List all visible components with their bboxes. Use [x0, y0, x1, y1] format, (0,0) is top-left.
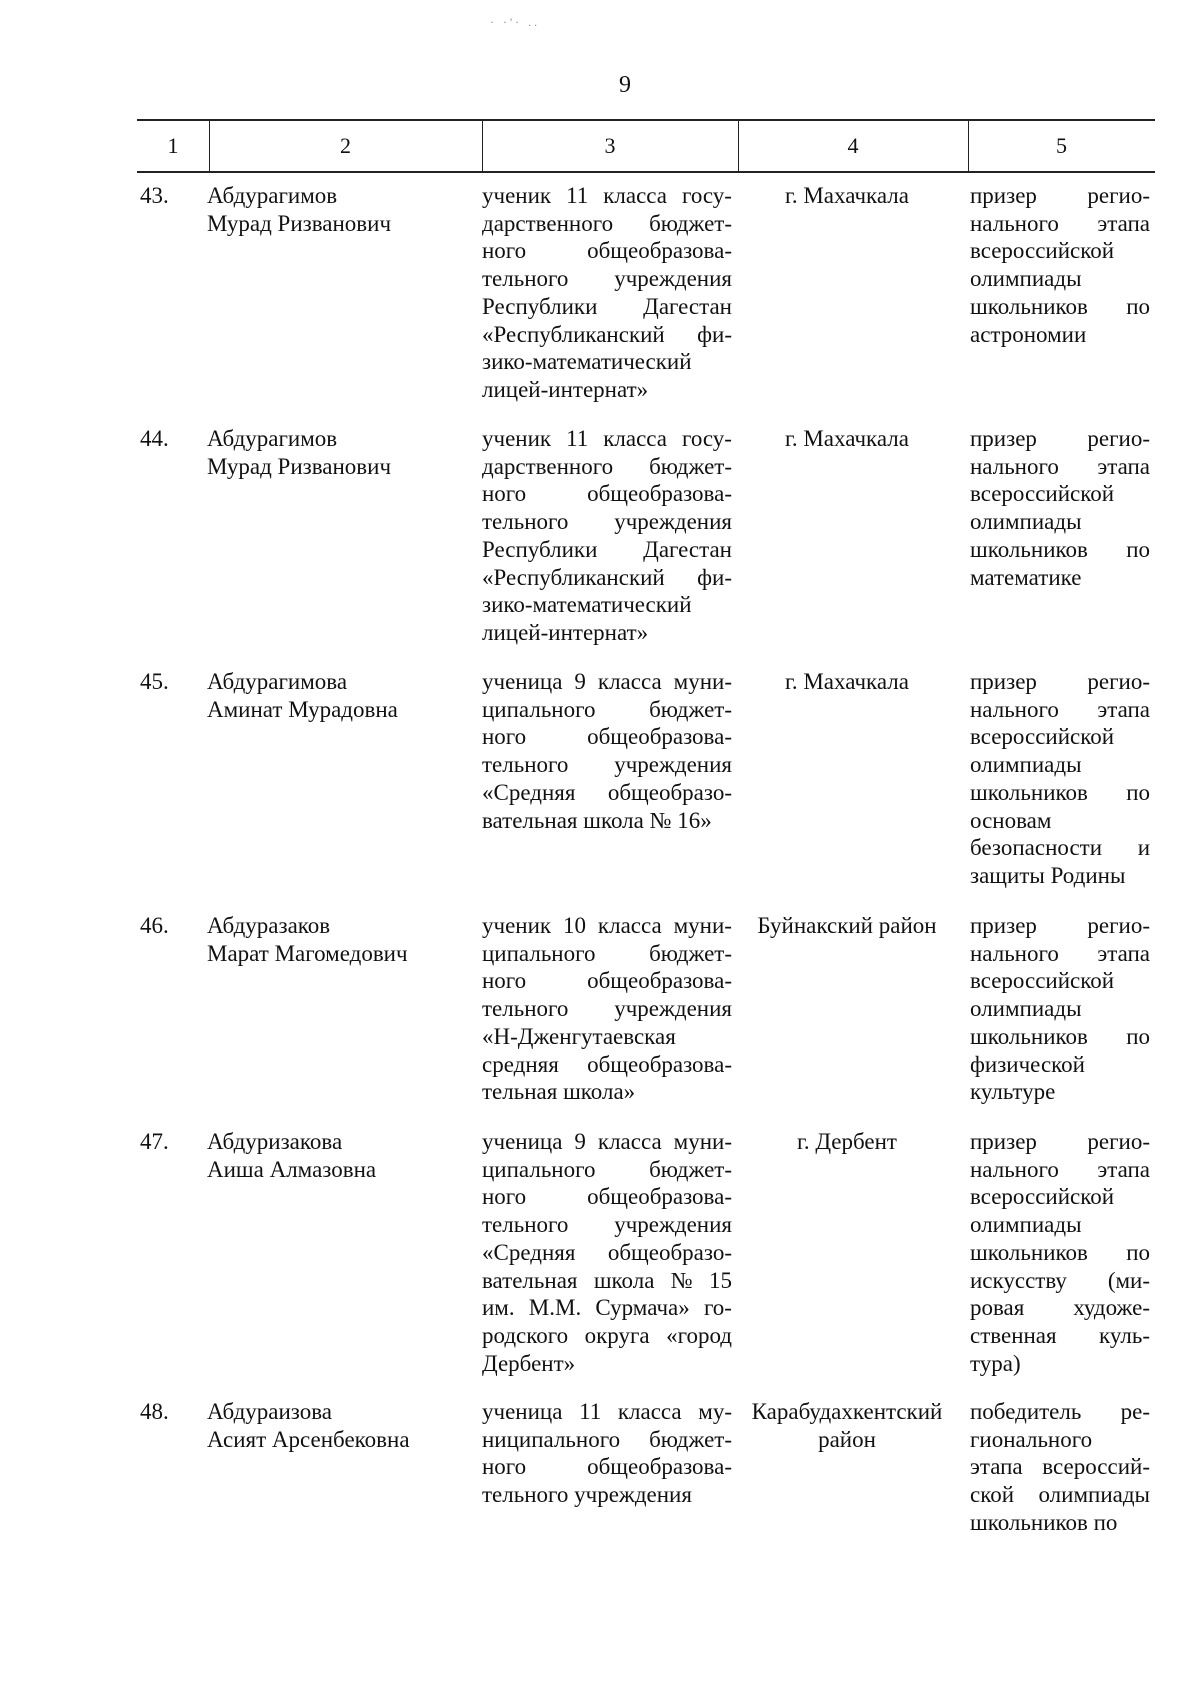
award-line: школьников по	[970, 293, 1150, 319]
location-line: Буйнакский район	[757, 913, 937, 938]
header-col-2: 2	[340, 133, 351, 158]
header-col-1: 1	[167, 133, 179, 158]
location	[736, 182, 958, 210]
institution-line: зико-математический	[482, 592, 692, 618]
institution-line: ного общеобразова-	[482, 724, 732, 750]
institution-line: тельная школа»	[482, 1079, 636, 1105]
location	[736, 912, 958, 940]
header-divider	[482, 119, 483, 171]
person-name-line: Мурад Ризванович	[207, 210, 392, 236]
institution	[482, 912, 732, 1106]
award	[970, 1398, 1150, 1537]
award-line: победитель ре-	[970, 1399, 1150, 1424]
institution-line: ципального бюджет-	[482, 1156, 732, 1182]
award-line: ровая художе-	[970, 1295, 1150, 1321]
award-line: гионального	[970, 1426, 1093, 1452]
location-line: г. Махачкала	[785, 183, 909, 208]
institution-line: ципального бюджет-	[482, 940, 732, 966]
institution-line: ученик 11 класса госу-	[482, 183, 732, 208]
award-line: призер регио-	[970, 913, 1150, 938]
institution-line: тельного учреждения	[482, 752, 732, 778]
header-divider	[968, 119, 969, 171]
award	[970, 912, 1150, 1106]
person-name	[207, 1128, 467, 1183]
institution-line: Республики Дагестан	[482, 293, 732, 319]
row-number-line: 44.	[140, 426, 169, 451]
header-col-3: 3	[604, 133, 616, 158]
institution-line: ученица 9 класса муни-	[482, 669, 732, 694]
institution-line: Дербент»	[482, 1350, 576, 1376]
row-number	[140, 668, 190, 696]
award	[970, 668, 1150, 890]
award-line: нального этапа	[970, 940, 1150, 966]
row-number-line: 47.	[140, 1129, 169, 1154]
award-line: олимпиады	[970, 996, 1082, 1022]
institution-line: дарственного бюджет-	[482, 210, 732, 236]
award-line: призер регио-	[970, 183, 1150, 208]
person-name-line: Абдурагимова	[207, 669, 348, 694]
award-line: олимпиады	[970, 1212, 1082, 1238]
institution-line: лицей-интернат»	[482, 619, 649, 645]
institution-line: ученик 11 класса госу-	[482, 426, 732, 451]
row-number-line: 46.	[140, 913, 169, 938]
institution-line: ученик 10 класса муни-	[482, 913, 732, 938]
institution-line: тельного учреждения	[482, 1482, 692, 1508]
award-line: всероссийской	[970, 481, 1115, 507]
location-line: район	[818, 1426, 876, 1452]
institution-line: ного общеобразова-	[482, 238, 732, 264]
institution-line: ного общеобразова-	[482, 1184, 732, 1210]
award-line: призер регио-	[970, 1129, 1150, 1154]
institution-line: зико-математический	[482, 349, 692, 375]
award-line: культуре	[970, 1079, 1056, 1105]
institution-line: тельного учреждения	[482, 266, 732, 292]
institution	[482, 1398, 732, 1509]
header-col-4: 4	[847, 133, 859, 158]
award-line: олимпиады	[970, 509, 1082, 535]
award-line: защиты Родины	[970, 862, 1126, 888]
institution	[482, 182, 732, 404]
location-line: г. Махачкала	[785, 426, 909, 451]
row-number-line: 45.	[140, 669, 169, 694]
institution-line: ного общеобразова-	[482, 481, 732, 507]
row-number	[140, 425, 190, 453]
institution-line: средняя общеобразова-	[482, 1051, 732, 1077]
institution-line: дарственного бюджет-	[482, 453, 732, 479]
award-line: ственная куль-	[970, 1322, 1150, 1348]
location-line: г. Дербент	[797, 1129, 897, 1154]
award-line: призер регио-	[970, 669, 1150, 694]
header-divider	[209, 119, 210, 171]
person-name	[207, 668, 467, 723]
award-line: нального этапа	[970, 1156, 1150, 1182]
institution-line: ного общеобразова-	[482, 1454, 732, 1480]
row-number	[140, 1398, 190, 1426]
person-name-line: Абдуризакова	[207, 1129, 343, 1154]
person-name-line: Асият Арсенбековна	[207, 1426, 410, 1452]
award-line: олимпиады	[970, 266, 1082, 292]
scan-artifact: · ·'· ..	[490, 15, 541, 29]
award-line: школьников по	[970, 1239, 1150, 1265]
institution	[482, 425, 732, 647]
institution-line: «Средняя общеобразо-	[482, 1239, 732, 1265]
location	[736, 668, 958, 696]
location-line: г. Махачкала	[785, 669, 909, 694]
award-line: физической	[970, 1051, 1085, 1077]
award-line: всероссийской	[970, 1184, 1115, 1210]
person-name-line: Абдуразаков	[207, 913, 331, 938]
award-line: тура)	[970, 1350, 1021, 1376]
institution-line: ученица 9 класса муни-	[482, 1129, 732, 1154]
person-name-line: Аминат Мурадовна	[207, 696, 398, 722]
award-line: искусству (ми-	[970, 1267, 1150, 1293]
header-col-5: 5	[1056, 133, 1067, 158]
institution-line: родского округа «город	[482, 1322, 732, 1348]
award-line: призер регио-	[970, 426, 1150, 451]
person-name-line: Мурад Ризванович	[207, 453, 392, 479]
award-line: всероссийской	[970, 724, 1115, 750]
award-line: этапа всероссий-	[970, 1454, 1150, 1480]
award-line: олимпиады	[970, 752, 1082, 778]
award-line: школьников по	[970, 1023, 1150, 1049]
table-header	[137, 119, 1155, 173]
award-line: всероссийской	[970, 238, 1115, 264]
institution	[482, 1128, 732, 1377]
institution-line: ниципального бюджет-	[482, 1426, 732, 1452]
institution-line: «Республиканский фи-	[482, 564, 732, 590]
award	[970, 1128, 1150, 1377]
award-line: нального этапа	[970, 210, 1150, 236]
award	[970, 182, 1150, 348]
award-line: школьников по	[970, 1509, 1118, 1535]
award-line: школьников по	[970, 536, 1150, 562]
institution-line: «Республиканский фи-	[482, 321, 732, 347]
location-line: Карабудахкентский	[751, 1399, 943, 1424]
location	[736, 1398, 958, 1453]
person-name-line: Аиша Алмазовна	[207, 1156, 377, 1182]
person-name-line: Марат Магомедович	[207, 940, 408, 966]
institution-line: ципального бюджет-	[482, 696, 732, 722]
person-name-line: Абдурагимов	[207, 183, 338, 208]
row-number	[140, 1128, 190, 1156]
award-line: астрономии	[970, 321, 1087, 347]
institution-line: тельного учреждения	[482, 996, 732, 1022]
institution-line: ученица 11 класса му-	[482, 1399, 732, 1424]
institution-line: вательная школа № 15	[482, 1267, 732, 1293]
person-name	[207, 182, 467, 237]
institution-line: тельного учреждения	[482, 1212, 732, 1238]
row-number	[140, 182, 190, 210]
award-line: математике	[970, 564, 1082, 590]
row-number-line: 48.	[140, 1399, 169, 1424]
institution-line: «Средняя общеобразо-	[482, 779, 732, 805]
person-name	[207, 425, 467, 480]
row-number-line: 43.	[140, 183, 169, 208]
institution-line: ного общеобразова-	[482, 968, 732, 994]
header-divider	[738, 119, 739, 171]
institution-line: лицей-интернат»	[482, 376, 649, 402]
award-line: школьников по	[970, 779, 1150, 805]
person-name	[207, 912, 467, 967]
person-name-line: Абдураизова	[207, 1399, 333, 1424]
award-line: ской олимпиады	[970, 1482, 1150, 1508]
page-number: 9	[619, 72, 631, 98]
institution-line: «Н-Дженгутаевская	[482, 1023, 676, 1049]
institution-line: тельного учреждения	[482, 509, 732, 535]
person-name	[207, 1398, 467, 1453]
award-line: безопасности и	[970, 835, 1150, 861]
institution	[482, 668, 732, 834]
location	[736, 425, 958, 453]
person-name-line: Абдурагимов	[207, 426, 338, 451]
institution-line: им. М.М. Сурмача» го-	[482, 1295, 732, 1321]
award-line: основам	[970, 807, 1052, 833]
award-line: нального этапа	[970, 453, 1150, 479]
award-line: нального этапа	[970, 696, 1150, 722]
institution-line: Республики Дагестан	[482, 536, 732, 562]
award	[970, 425, 1150, 591]
institution-line: вательная школа № 16»	[482, 807, 712, 833]
award-line: всероссийской	[970, 968, 1115, 994]
location	[736, 1128, 958, 1156]
row-number	[140, 912, 190, 940]
